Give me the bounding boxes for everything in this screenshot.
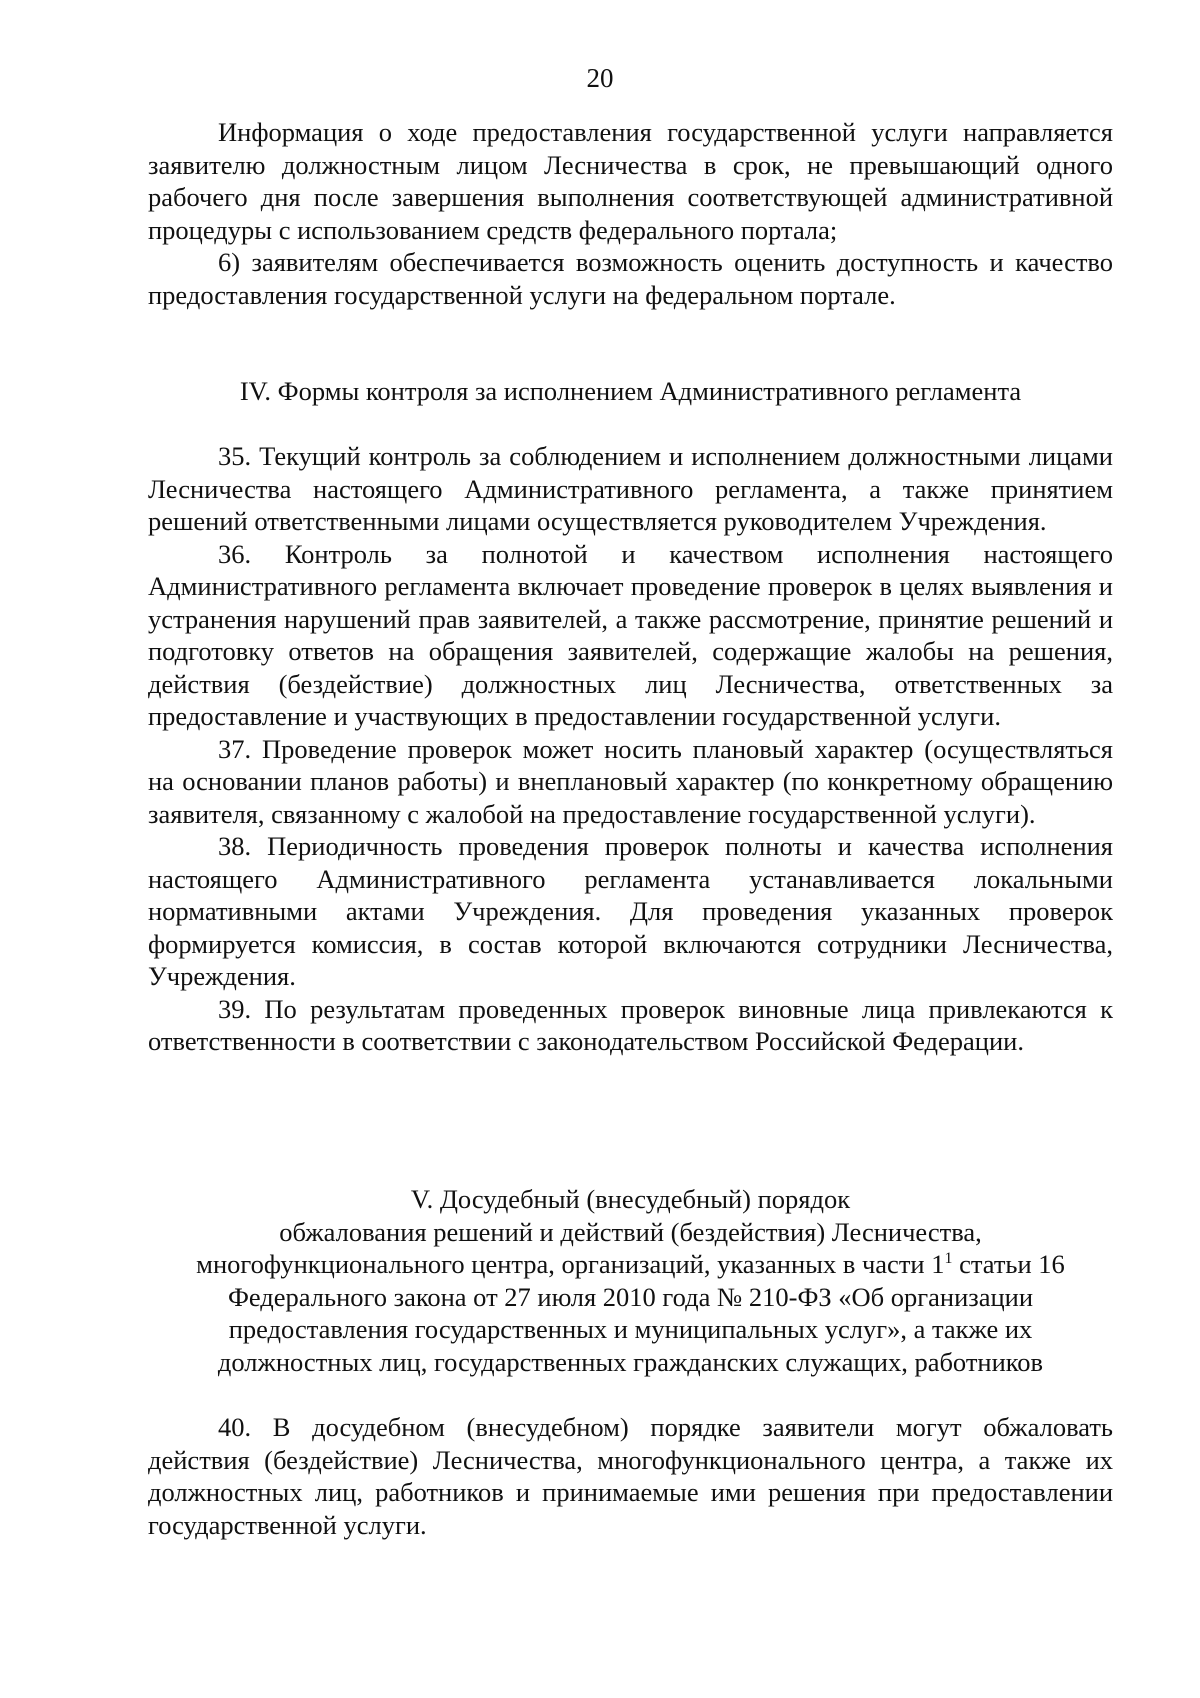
heading-v-line-2: обжалования решений и действий (бездействия) Лесничества, bbox=[279, 1216, 982, 1247]
heading-v-line-6: должностных лиц, государственных гражданских служащих, работников bbox=[217, 1346, 1044, 1377]
paragraph-36: 36. Контроль за полнотой и качеством исполнения настоящего Административного регламента включает проведение проверок в целях выявления и устранения нарушений прав заявителей, а также рассмотрение, принятие решений и подготовку ответов на обращения заявителей, содержащие жалобы на решения, действия (бездействие) должностных лиц Лесничества, ответственных за предоставление и участвующих в предоставлении государственной услуги. bbox=[148, 538, 1113, 731]
section-heading-iv: IV. Формы контроля за исполнением Административного регламента bbox=[239, 376, 1022, 406]
paragraph-37: 37. Проведение проверок может носить плановый характер (осуществляться на основании планов работы) и внеплановый характер (по конкретному обращению заявителя, связанному с жалобой на предоставление государственной услуги). bbox=[148, 733, 1113, 829]
paragraph-39: 39. По результатам проведенных проверок виновные лица привлекаются к ответственности в соответствии с законодательством Российской Федерации. bbox=[148, 993, 1113, 1056]
heading-v-line-3-text: многофункционального центра, организаций, указанных в части 1 bbox=[196, 1249, 945, 1279]
heading-v-line-3-tail: статьи 16 bbox=[952, 1249, 1065, 1279]
heading-v-line-5: предоставления государственных и муниципальных услуг», а также их bbox=[228, 1314, 1033, 1344]
heading-v-line-1: V. Досудебный (внесудебный) порядок bbox=[410, 1184, 851, 1214]
page-number: 20 bbox=[586, 63, 614, 93]
paragraph-38: 38. Периодичность проведения проверок полноты и качества исполнения настоящего Административного регламента устанавливается локальными нормативными актами Учреждения. Для проведения указанных проверок формируется комиссия, в состав которой включаются сотрудники Лесничества, Учреждения. bbox=[148, 831, 1113, 991]
superscript-part-number: 1 bbox=[944, 1250, 953, 1267]
text-block-intro bbox=[148, 116, 1113, 311]
text-block-control bbox=[148, 440, 1113, 1058]
paragraph-item-6: 6) заявителям обеспечивается возможность оценить доступность и качество предоставления государственной услуги на федеральном портале. bbox=[148, 247, 1113, 310]
text-block-appeal bbox=[148, 1411, 1113, 1541]
paragraph-40: 40. В досудебном (внесудебном) порядке заявители могут обжаловать действия (бездействие) Лесничества, многофункционального центра, а также их должностных лиц, работников и принимаемые ими решения при предоставлении государственной услуги. bbox=[148, 1412, 1113, 1540]
paragraph-info-delivery: Информация о ходе предоставления государственной услуги направляется заявителю должностным лицом Лесничества в срок, не превышающий одного рабочего дня после завершения выполнения соответствующей административной процедуры с использованием средств федерального портала; bbox=[148, 117, 1113, 245]
section-heading-v bbox=[148, 1183, 1113, 1378]
heading-v-line-3 bbox=[148, 1248, 1113, 1281]
paragraph-35: 35. Текущий контроль за соблюдением и исполнением должностными лицами Лесничества настоящего Административного регламента, а также принятием решений ответственными лицами осуществляется руководителем Учреждения. bbox=[148, 441, 1113, 536]
heading-v-line-4: Федерального закона от 27 июля 2010 года № 210-ФЗ «Об организации bbox=[227, 1281, 1034, 1312]
